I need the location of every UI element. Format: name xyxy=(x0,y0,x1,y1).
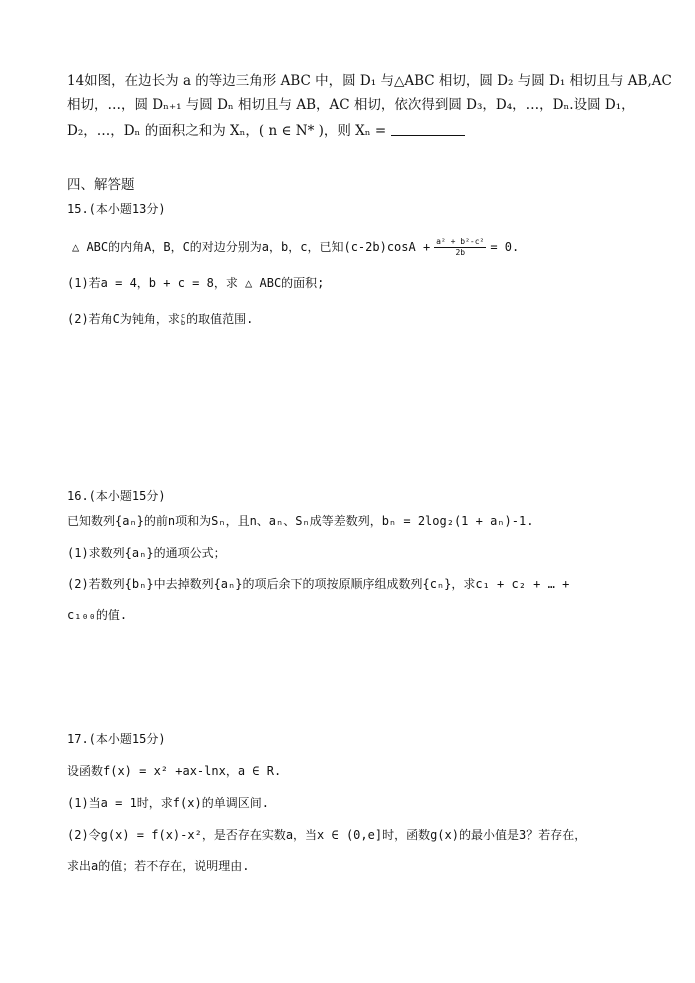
q15-fraction-denominator: 2b xyxy=(455,248,466,257)
q15-header: 15.(本小题13分) xyxy=(67,202,166,216)
q15-part-2-text: (2)若角C为钝角，求 xyxy=(67,312,180,326)
b-denominator: b xyxy=(180,318,186,327)
q15-fraction xyxy=(434,237,486,258)
q17-part-2-line-1: (2)令g(x) = f(x)-x²，是否存在实数a，当x ∈ (0,e]时，函数g(x)的最小值是3？若存在， xyxy=(67,828,587,842)
q15-part-2-end: 的取值范围. xyxy=(186,312,254,326)
q16-header: 16.(本小题15分) xyxy=(67,489,166,503)
q16-part-1: (1)求数列{aₙ}的通项公式； xyxy=(67,546,226,560)
c-numerator: c xyxy=(180,311,186,320)
q15-part-2 xyxy=(67,311,253,327)
q15-stem xyxy=(72,237,519,258)
q17-part-2-line-2: 求出a的值；若不存在，说明理由. xyxy=(67,859,250,873)
section-title: 四、解答题 xyxy=(67,177,135,193)
q14-line-3-text: D₂，…，Dₙ 的面积之和为 Xₙ，( n ∈ N* )，则 Xₙ = xyxy=(67,123,387,139)
q17-part-1: (1)当a = 1时，求f(x)的单调区间. xyxy=(67,796,269,810)
q16-stem: 已知数列{aₙ}的前n项和为Sₙ，且n、aₙ、Sₙ成等差数列，bₙ = 2log₂(1 + aₙ)-1. xyxy=(67,514,534,528)
q14-line-1: 14如图，在边长为 a 的等边三角形 ABC 中，圆 D₁ 与△ABC 相切，圆 D₂ 与圆 D₁ 相切且与 AB,AC xyxy=(67,73,672,89)
q16-part-2-line-1: (2)若数列{bₙ}中去掉数列{aₙ}的项后余下的项按原顺序组成数列{cₙ}，求c₁ + c₂ + … + xyxy=(67,577,570,591)
q17-header: 17.(本小题15分) xyxy=(67,732,166,746)
q15-part-1: (1)若a = 4，b + c = 8，求 △ ABC的面积; xyxy=(67,276,325,290)
answer-blank xyxy=(391,123,465,136)
q14-line-3 xyxy=(67,123,465,139)
q15-stem-end: = 0. xyxy=(490,240,520,254)
q16-part-2-line-2: c₁₀₀的值. xyxy=(67,608,128,622)
q15-part-2-fraction xyxy=(181,313,185,327)
q14-line-2: 相切，…，圆 Dₙ₊₁ 与圆 Dₙ 相切且与 AB，AC 相切，依次得到圆 D₃，D₄，…，Dₙ.设圆 D₁， xyxy=(67,97,635,113)
q17-stem: 设函数f(x) = x² +ax-lnx，a ∈ R. xyxy=(67,764,282,778)
q15-fraction-numerator: a² + b²-c² xyxy=(436,237,485,246)
q15-stem-text: △ ABC的内角A，B，C的对边分别为a，b，c，已知(c-2b)cosA + xyxy=(72,240,431,254)
